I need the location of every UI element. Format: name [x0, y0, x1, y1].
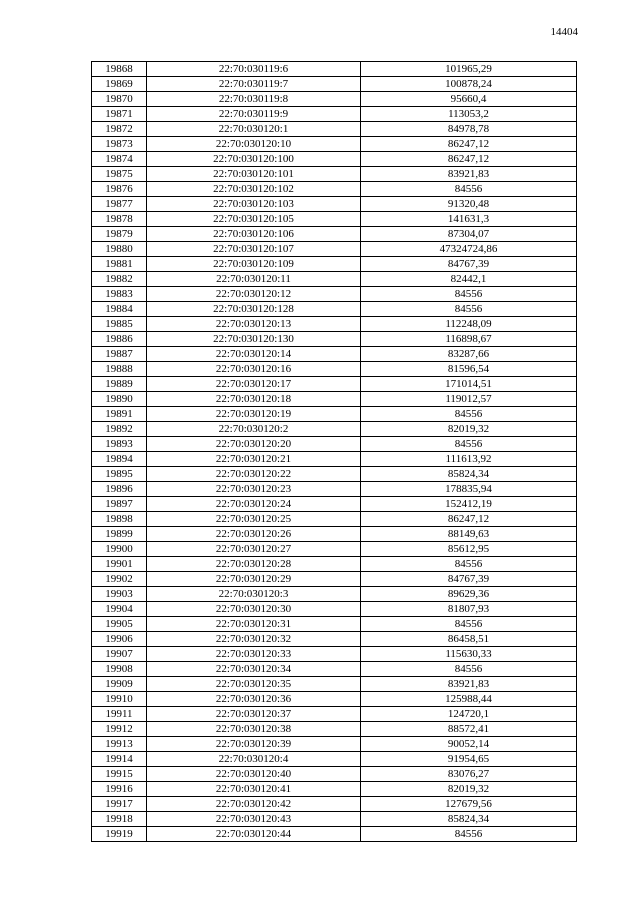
cadastral-number-cell: 22:70:030120:30: [147, 602, 361, 617]
value-cell: 82442,1: [361, 272, 577, 287]
row-number-cell: 19899: [92, 527, 147, 542]
row-number-cell: 19888: [92, 362, 147, 377]
row-number-cell: 19869: [92, 77, 147, 92]
value-cell: 95660,4: [361, 92, 577, 107]
cadastral-number-cell: 22:70:030120:37: [147, 707, 361, 722]
table-row: [92, 317, 577, 332]
cadastral-number-cell: 22:70:030120:103: [147, 197, 361, 212]
table-row: [92, 812, 577, 827]
row-number-cell: 19905: [92, 617, 147, 632]
row-number-cell: 19919: [92, 827, 147, 842]
row-number-cell: 19870: [92, 92, 147, 107]
value-cell: 127679,56: [361, 797, 577, 812]
row-number-cell: 19896: [92, 482, 147, 497]
cadastral-number-cell: 22:70:030120:100: [147, 152, 361, 167]
value-cell: 91320,48: [361, 197, 577, 212]
cadastral-number-cell: 22:70:030120:35: [147, 677, 361, 692]
cadastral-number-cell: 22:70:030120:25: [147, 512, 361, 527]
value-cell: 90052,14: [361, 737, 577, 752]
table-row: [92, 332, 577, 347]
cadastral-number-cell: 22:70:030120:20: [147, 437, 361, 452]
cadastral-number-cell: 22:70:030120:2: [147, 422, 361, 437]
row-number-cell: 19908: [92, 662, 147, 677]
cadastral-number-cell: 22:70:030120:24: [147, 497, 361, 512]
table-row: [92, 632, 577, 647]
table-row: [92, 677, 577, 692]
cadastral-number-cell: 22:70:030120:10: [147, 137, 361, 152]
value-cell: 84556: [361, 407, 577, 422]
value-cell: 84767,39: [361, 257, 577, 272]
cadastral-number-cell: 22:70:030120:14: [147, 347, 361, 362]
row-number-cell: 19909: [92, 677, 147, 692]
cadastral-number-cell: 22:70:030120:19: [147, 407, 361, 422]
cadastral-number-cell: 22:70:030120:101: [147, 167, 361, 182]
cadastral-number-cell: 22:70:030120:105: [147, 212, 361, 227]
table-row: [92, 152, 577, 167]
row-number-cell: 19891: [92, 407, 147, 422]
table-row: [92, 407, 577, 422]
value-cell: 84556: [361, 827, 577, 842]
value-cell: 82019,32: [361, 422, 577, 437]
cadastral-number-cell: 22:70:030120:29: [147, 572, 361, 587]
table-row: [92, 422, 577, 437]
row-number-cell: 19897: [92, 497, 147, 512]
table-row: [92, 197, 577, 212]
row-number-cell: 19892: [92, 422, 147, 437]
value-cell: 86458,51: [361, 632, 577, 647]
value-cell: 88149,63: [361, 527, 577, 542]
cadastral-number-cell: 22:70:030120:1: [147, 122, 361, 137]
value-cell: 111613,92: [361, 452, 577, 467]
cadastral-number-cell: 22:70:030120:40: [147, 767, 361, 782]
row-number-cell: 19868: [92, 62, 147, 77]
value-cell: 86247,12: [361, 152, 577, 167]
row-number-cell: 19911: [92, 707, 147, 722]
value-cell: 171014,51: [361, 377, 577, 392]
value-cell: 83287,66: [361, 347, 577, 362]
value-cell: 124720,1: [361, 707, 577, 722]
table-row: [92, 737, 577, 752]
value-cell: 89629,36: [361, 587, 577, 602]
cadastral-number-cell: 22:70:030120:36: [147, 692, 361, 707]
cadastral-number-cell: 22:70:030120:34: [147, 662, 361, 677]
row-number-cell: 19904: [92, 602, 147, 617]
row-number-cell: 19880: [92, 242, 147, 257]
cadastral-number-cell: 22:70:030120:27: [147, 542, 361, 557]
table-row: [92, 137, 577, 152]
value-cell: 81596,54: [361, 362, 577, 377]
value-cell: 119012,57: [361, 392, 577, 407]
cadastral-number-cell: 22:70:030119:6: [147, 62, 361, 77]
row-number-cell: 19903: [92, 587, 147, 602]
table-row: [92, 362, 577, 377]
table-row: [92, 797, 577, 812]
cadastral-number-cell: 22:70:030120:107: [147, 242, 361, 257]
value-cell: 84767,39: [361, 572, 577, 587]
cadastral-number-cell: 22:70:030120:3: [147, 587, 361, 602]
row-number-cell: 19883: [92, 287, 147, 302]
cadastral-number-cell: 22:70:030119:9: [147, 107, 361, 122]
value-cell: 84556: [361, 182, 577, 197]
cadastral-number-cell: 22:70:030120:128: [147, 302, 361, 317]
table-row: [92, 542, 577, 557]
cadastral-number-cell: 22:70:030120:22: [147, 467, 361, 482]
row-number-cell: 19881: [92, 257, 147, 272]
table-row: [92, 662, 577, 677]
row-number-cell: 19894: [92, 452, 147, 467]
row-number-cell: 19916: [92, 782, 147, 797]
row-number-cell: 19910: [92, 692, 147, 707]
row-number-cell: 19895: [92, 467, 147, 482]
row-number-cell: 19884: [92, 302, 147, 317]
cadastral-number-cell: 22:70:030120:26: [147, 527, 361, 542]
row-number-cell: 19912: [92, 722, 147, 737]
row-number-cell: 19898: [92, 512, 147, 527]
value-cell: 101965,29: [361, 62, 577, 77]
table-row: [92, 392, 577, 407]
value-cell: 112248,09: [361, 317, 577, 332]
row-number-cell: 19915: [92, 767, 147, 782]
value-cell: 84978,78: [361, 122, 577, 137]
table-row: [92, 497, 577, 512]
value-cell: 82019,32: [361, 782, 577, 797]
cadastral-number-cell: 22:70:030120:42: [147, 797, 361, 812]
table-row: [92, 212, 577, 227]
value-cell: 116898,67: [361, 332, 577, 347]
cadastral-number-cell: 22:70:030120:32: [147, 632, 361, 647]
row-number-cell: 19874: [92, 152, 147, 167]
registry-table-body: [92, 62, 577, 842]
cadastral-number-cell: 22:70:030120:11: [147, 272, 361, 287]
row-number-cell: 19885: [92, 317, 147, 332]
row-number-cell: 19887: [92, 347, 147, 362]
cadastral-number-cell: 22:70:030120:41: [147, 782, 361, 797]
table-row: [92, 302, 577, 317]
row-number-cell: 19875: [92, 167, 147, 182]
table-row: [92, 692, 577, 707]
cadastral-number-cell: 22:70:030120:102: [147, 182, 361, 197]
value-cell: 83076,27: [361, 767, 577, 782]
row-number-cell: 19877: [92, 197, 147, 212]
value-cell: 115630,33: [361, 647, 577, 662]
row-number-cell: 19882: [92, 272, 147, 287]
table-row: [92, 182, 577, 197]
value-cell: 87304,07: [361, 227, 577, 242]
table-row: [92, 257, 577, 272]
table-row: [92, 587, 577, 602]
cadastral-number-cell: 22:70:030120:109: [147, 257, 361, 272]
table-row: [92, 167, 577, 182]
table-row: [92, 617, 577, 632]
cadastral-number-cell: 22:70:030120:4: [147, 752, 361, 767]
value-cell: 86247,12: [361, 512, 577, 527]
table-row: [92, 827, 577, 842]
row-number-cell: 19917: [92, 797, 147, 812]
row-number-cell: 19876: [92, 182, 147, 197]
cadastral-number-cell: 22:70:030120:21: [147, 452, 361, 467]
row-number-cell: 19873: [92, 137, 147, 152]
cadastral-number-cell: 22:70:030120:39: [147, 737, 361, 752]
table-row: [92, 62, 577, 77]
table-row: [92, 767, 577, 782]
value-cell: 91954,65: [361, 752, 577, 767]
table-row: [92, 272, 577, 287]
table-row: [92, 92, 577, 107]
cadastral-number-cell: 22:70:030120:106: [147, 227, 361, 242]
table-row: [92, 347, 577, 362]
value-cell: 85824,34: [361, 467, 577, 482]
cadastral-number-cell: 22:70:030120:31: [147, 617, 361, 632]
row-number-cell: 19889: [92, 377, 147, 392]
value-cell: 125988,44: [361, 692, 577, 707]
value-cell: 85612,95: [361, 542, 577, 557]
cadastral-number-cell: 22:70:030120:130: [147, 332, 361, 347]
value-cell: 88572,41: [361, 722, 577, 737]
cadastral-number-cell: 22:70:030119:8: [147, 92, 361, 107]
row-number-cell: 19890: [92, 392, 147, 407]
row-number-cell: 19906: [92, 632, 147, 647]
row-number-cell: 19918: [92, 812, 147, 827]
table-row: [92, 557, 577, 572]
value-cell: 84556: [361, 662, 577, 677]
cadastral-number-cell: 22:70:030120:12: [147, 287, 361, 302]
row-number-cell: 19900: [92, 542, 147, 557]
cadastral-number-cell: 22:70:030120:28: [147, 557, 361, 572]
table-row: [92, 647, 577, 662]
cadastral-number-cell: 22:70:030120:33: [147, 647, 361, 662]
table-row: [92, 572, 577, 587]
cadastral-number-cell: 22:70:030120:44: [147, 827, 361, 842]
value-cell: 83921,83: [361, 167, 577, 182]
value-cell: 178835,94: [361, 482, 577, 497]
value-cell: 84556: [361, 302, 577, 317]
registry-table: [91, 61, 577, 842]
value-cell: 113053,2: [361, 107, 577, 122]
table-row: [92, 527, 577, 542]
cadastral-number-cell: 22:70:030120:16: [147, 362, 361, 377]
value-cell: 47324724,86: [361, 242, 577, 257]
value-cell: 84556: [361, 557, 577, 572]
table-row: [92, 287, 577, 302]
table-row: [92, 77, 577, 92]
cadastral-number-cell: 22:70:030119:7: [147, 77, 361, 92]
page-number: 14404: [550, 26, 578, 38]
cadastral-number-cell: 22:70:030120:18: [147, 392, 361, 407]
row-number-cell: 19872: [92, 122, 147, 137]
value-cell: 152412,19: [361, 497, 577, 512]
row-number-cell: 19879: [92, 227, 147, 242]
cadastral-number-cell: 22:70:030120:38: [147, 722, 361, 737]
row-number-cell: 19886: [92, 332, 147, 347]
value-cell: 83921,83: [361, 677, 577, 692]
row-number-cell: 19907: [92, 647, 147, 662]
value-cell: 86247,12: [361, 137, 577, 152]
table-row: [92, 107, 577, 122]
table-row: [92, 722, 577, 737]
value-cell: 84556: [361, 437, 577, 452]
row-number-cell: 19902: [92, 572, 147, 587]
table-row: [92, 242, 577, 257]
cadastral-number-cell: 22:70:030120:43: [147, 812, 361, 827]
row-number-cell: 19914: [92, 752, 147, 767]
cadastral-number-cell: 22:70:030120:23: [147, 482, 361, 497]
value-cell: 100878,24: [361, 77, 577, 92]
table-row: [92, 467, 577, 482]
row-number-cell: 19913: [92, 737, 147, 752]
cadastral-number-cell: 22:70:030120:13: [147, 317, 361, 332]
row-number-cell: 19871: [92, 107, 147, 122]
row-number-cell: 19901: [92, 557, 147, 572]
value-cell: 84556: [361, 617, 577, 632]
table-row: [92, 227, 577, 242]
table-row: [92, 512, 577, 527]
table-row: [92, 707, 577, 722]
row-number-cell: 19878: [92, 212, 147, 227]
table-row: [92, 377, 577, 392]
value-cell: 84556: [361, 287, 577, 302]
cadastral-number-cell: 22:70:030120:17: [147, 377, 361, 392]
table-row: [92, 437, 577, 452]
table-row: [92, 482, 577, 497]
table-row: [92, 452, 577, 467]
row-number-cell: 19893: [92, 437, 147, 452]
table-row: [92, 752, 577, 767]
table-row: [92, 782, 577, 797]
table-row: [92, 122, 577, 137]
value-cell: 81807,93: [361, 602, 577, 617]
value-cell: 85824,34: [361, 812, 577, 827]
value-cell: 141631,3: [361, 212, 577, 227]
table-row: [92, 602, 577, 617]
